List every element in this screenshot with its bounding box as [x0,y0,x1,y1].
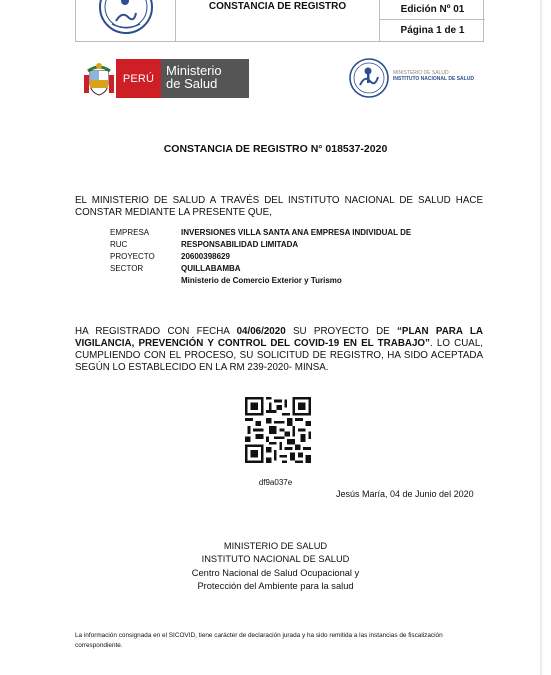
registration-text-3: . LO CUAL, CUMPLIENDO CON EL PROCESO, SU SOLICITUD DE REGISTRO, HA SIDO ACEPTADA SEGÚN LO ESTABLECIDO EN LA RM 239-2020- MINSA. [75,338,483,373]
qr-code-text: df9a037e [258,478,293,487]
signature-line2: INSTITUTO NACIONAL DE SALUD [201,554,350,564]
header-title: CONSTANCIA DE REGISTRO [208,1,347,12]
ins-logo-text [393,70,474,82]
value-ruc: 20600398629 [181,252,230,261]
value-empresa-line1: INVERSIONES VILLA SANTA ANA EMPRESA INDIVIDUAL DE [181,228,412,237]
ins-seal-icon [76,0,176,41]
signature-line3: Centro Nacional de Salud Ocupacional y [191,568,360,578]
minsa-logo [82,59,249,98]
registration-paragraph [75,326,483,374]
signature-line1: MINISTERIO DE SALUD [223,541,328,551]
place-date: Jesús María, 04 de Junio del 2020 [336,489,474,499]
qr-code [245,397,311,463]
registration-date: 04/06/2020 [236,326,286,337]
ins-line1: MINISTERIO DE SALUD [393,70,449,76]
edition-label: Edición Nº 01 [380,0,485,20]
page-edge [540,0,542,675]
value-sector: Ministerio de Comercio Exterior y Turismo [181,276,342,285]
label-sector: SECTOR [110,264,144,273]
intro-paragraph: EL MINISTERIO DE SALUD A TRAVÉS DEL INSTITUTO NACIONAL DE SALUD HACE CONSTAR MEDIANTE LA PRESENTE QUE, [75,195,483,218]
registration-text-2: SU PROYECTO DE [285,326,398,337]
footnote: La información consignada en el SICOVID, tiene carácter de declaración jurada y ha sido remitida a las instancias de fiscalización correspondiente. [75,632,443,649]
peru-label: PERÚ [116,59,161,98]
label-proyecto: PROYECTO [110,252,155,261]
ministerio-label [161,59,249,98]
peru-coat-of-arms-icon [84,61,114,97]
value-proyecto: QUILLABAMBA [181,264,241,273]
header-logo-cell [76,0,176,41]
document-title: CONSTANCIA DE REGISTRO N° 018537-2020 [163,143,388,155]
value-empresa-line2: RESPONSABILIDAD LIMITADA [181,240,299,249]
header-meta-cell [380,0,485,41]
ins-logo-icon [348,57,390,99]
ins-line2: INSTITUTO NACIONAL DE SALUD [393,76,474,82]
label-empresa: EMPRESA [110,228,150,237]
label-ruc: RUC [110,240,128,249]
registration-plan-name: “PLAN PARA LA VIGILANCIA, PREVENCIÓN Y CONTROL DEL COVID-19 EN EL TRABAJO” [75,326,483,349]
page-number: Página 1 de 1 [400,25,465,36]
registration-text-1: HA REGISTRADO CON FECHA [75,326,237,337]
ministerio-line2: de Salud [166,76,218,91]
header-table [75,0,484,42]
ministerio-line1: Ministerio [166,63,222,78]
header-title-cell [176,0,380,41]
signature-line4: Protección del Ambiente para la salud [197,581,354,591]
peru-shield-box [82,59,116,98]
